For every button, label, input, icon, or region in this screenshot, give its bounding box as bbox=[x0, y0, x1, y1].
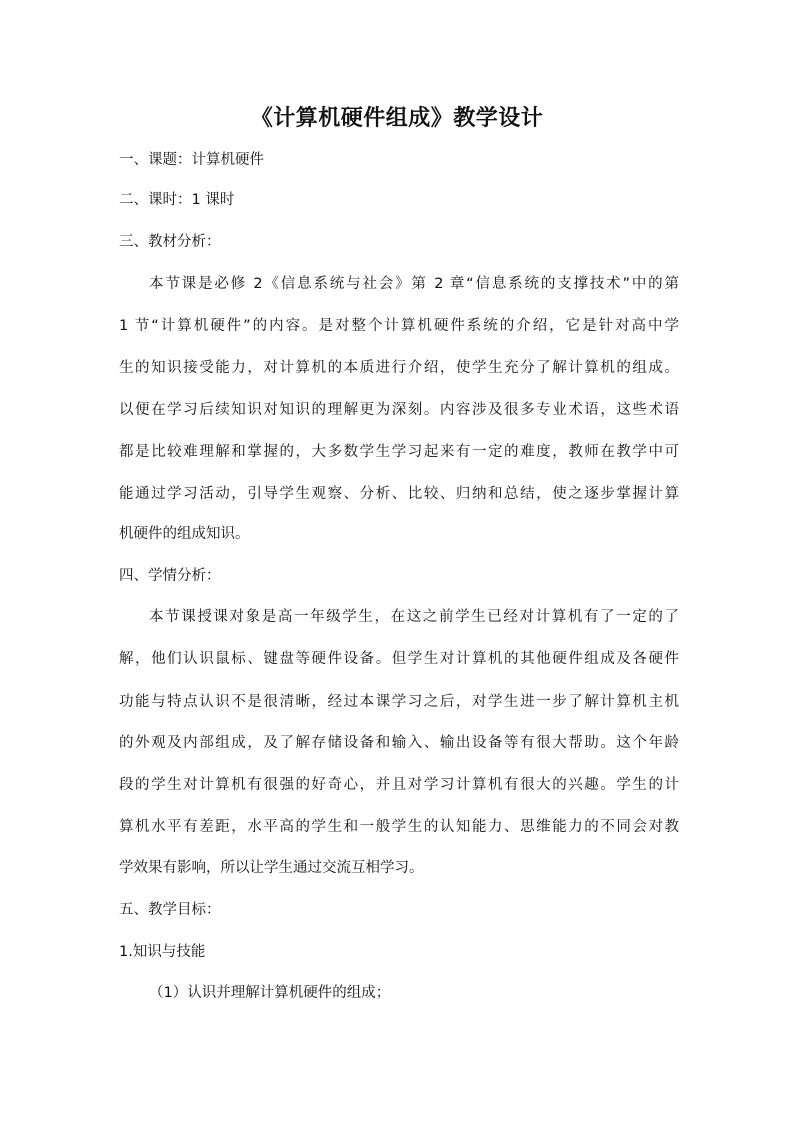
textbook-paragraph-line: 以便在学习后续知识对知识的理解更为深刻。内容涉及很多专业术语，这些术语 bbox=[119, 402, 679, 418]
student-paragraph-line: 算机水平有差距，水平高的学生和一般学生的认知能力、思维能力的不同会对教 bbox=[119, 819, 679, 835]
document-title: 《计算机硬件组成》教学设计 bbox=[250, 106, 544, 131]
student-paragraph-line: 学效果有影响，所以让学生通过交流互相学习。 bbox=[119, 860, 424, 876]
teaching-goals-heading: 五、教学目标： bbox=[119, 902, 221, 918]
student-paragraph-line: 功能与特点认识不是很清晰，经过本课学习之后，对学生进一步了解计算机主机 bbox=[119, 694, 679, 710]
textbook-analysis-heading: 三、教材分析： bbox=[119, 234, 221, 250]
topic-line: 一、课题：计算机硬件 bbox=[119, 152, 264, 168]
student-paragraph-line: 段的学生对计算机有很强的好奇心，并且对学习计算机有很大的兴趣。学生的计 bbox=[119, 777, 679, 793]
knowledge-skills-heading: 1.知识与技能 bbox=[119, 944, 206, 960]
textbook-paragraph-line: 生的知识接受能力，对计算机的本质进行介绍，使学生充分了解计算机的组成。 bbox=[119, 360, 679, 376]
textbook-paragraph-line: 本节课是必修 2《信息系统与社会》第 2 章“信息系统的支撑技术”中的第 bbox=[149, 276, 679, 292]
knowledge-item-1: （1）认识并理解计算机硬件的组成； bbox=[149, 985, 391, 1001]
student-paragraph-line: 的外观及内部组成，及了解存储设备和输入、输出设备等有很大帮助。这个年龄 bbox=[119, 735, 679, 751]
student-paragraph-line: 解，他们认识鼠标、键盘等硬件设备。但学生对计算机的其他硬件组成及各硬件 bbox=[119, 651, 679, 667]
textbook-paragraph-line: 都是比较难理解和掌握的，大多数学生学习起来有一定的难度，教师在教学中可 bbox=[119, 444, 679, 460]
hours-line: 二、课时：1 课时 bbox=[119, 192, 235, 208]
textbook-paragraph-line: 1 节“计算机硬件”的内容。是对整个计算机硬件系统的介绍，它是针对高中学 bbox=[119, 318, 679, 334]
textbook-paragraph-line: 机硬件的组成知识。 bbox=[119, 526, 250, 542]
student-paragraph-line: 本节课授课对象是高一年级学生，在这之前学生已经对计算机有了一定的了 bbox=[149, 609, 679, 625]
student-analysis-heading: 四、学情分析： bbox=[119, 568, 221, 584]
textbook-paragraph-line: 能通过学习活动，引导学生观察、分析、比较、归纳和总结，使之逐步掌握计算 bbox=[119, 486, 679, 502]
